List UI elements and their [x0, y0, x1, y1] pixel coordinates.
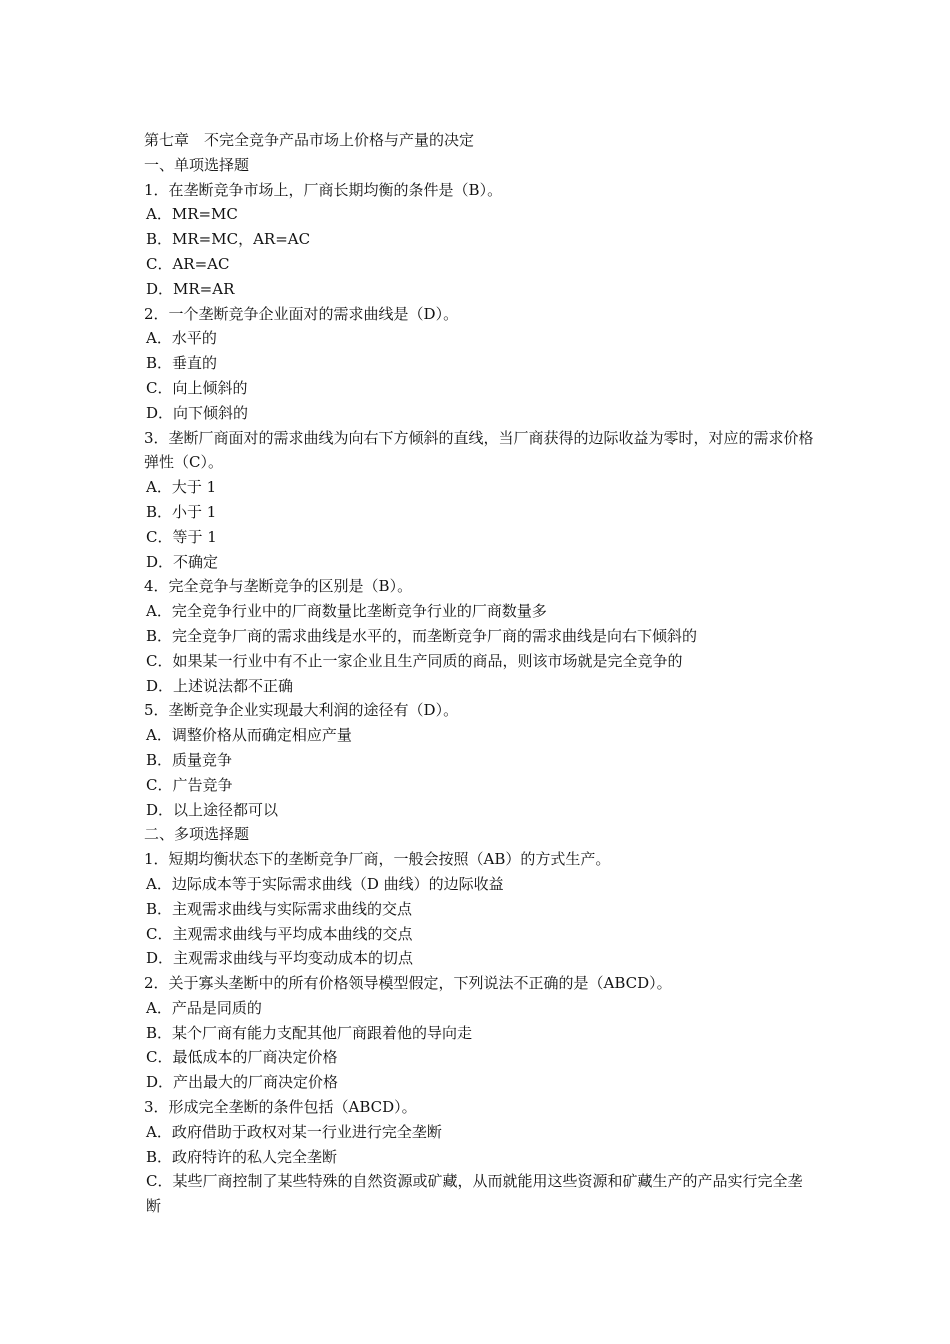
option-item: C．主观需求曲线与平均成本曲线的交点 — [146, 924, 413, 943]
option-item: B．小于 1 — [146, 502, 217, 521]
question-text: 3．垄断厂商面对的需求曲线为向右下方倾斜的直线，当厂商获得的边际收益为零时，对应的需求价格弹性（C）。 — [144, 428, 814, 472]
option-item: C．AR=AC — [146, 254, 230, 273]
option-item: D．MR=AR — [146, 279, 235, 298]
question-text: 3．形成完全垄断的条件包括（ABCD）。 — [144, 1098, 417, 1117]
option-item: C．如果某一行业中有不止一家企业且生产同质的商品，则该市场就是完全竞争的 — [146, 651, 683, 670]
option-item: B．某个厂商有能力支配其他厂商跟着他的导向走 — [146, 1023, 473, 1042]
option-item: A．大于 1 — [146, 478, 217, 497]
section-heading: 一、单项选择题 — [144, 155, 250, 174]
option-item: A．完全竞争行业中的厂商数量比垄断竞争行业的厂商数量多 — [146, 602, 547, 621]
option-item: C．广告竞争 — [146, 775, 233, 794]
option-item: A．MR=MC — [146, 205, 238, 224]
option-item: D．向下倾斜的 — [146, 403, 249, 422]
option-item: B．完全竞争厂商的需求曲线是水平的，而垄断竞争厂商的需求曲线是向右下倾斜的 — [146, 626, 698, 645]
option-item: C．向上倾斜的 — [146, 378, 248, 397]
option-item: D．产出最大的厂商决定价格 — [146, 1073, 339, 1092]
option-item: B．质量竞争 — [146, 750, 233, 769]
question-text: 1．在垄断竞争市场上，厂商长期均衡的条件是（B）。 — [144, 180, 503, 199]
option-item: B．垂直的 — [146, 354, 218, 373]
option-item: B．MR=MC，AR=AC — [146, 230, 311, 249]
question-text: 4．完全竞争与垄断竞争的区别是（B）。 — [144, 577, 413, 596]
option-item: D．主观需求曲线与平均变动成本的切点 — [146, 949, 414, 968]
option-item: A．边际成本等于实际需求曲线（D 曲线）的边际收益 — [146, 874, 504, 893]
section-heading: 二、多项选择题 — [144, 825, 250, 844]
option-item: A．政府借助于政权对某一行业进行完全垄断 — [146, 1122, 442, 1141]
document-body — [144, 128, 814, 1219]
option-item: D．上述说法都不正确 — [146, 676, 294, 695]
option-item: A．水平的 — [146, 329, 217, 348]
question-text: 2．一个垄断竞争企业面对的需求曲线是（D）。 — [144, 304, 459, 323]
option-item: C．等于 1 — [146, 527, 217, 546]
question-text: 5．垄断竞争企业实现最大利润的途径有（D）。 — [144, 701, 459, 720]
question-text: 1．短期均衡状态下的垄断竞争厂商，一般会按照（AB）的方式生产。 — [144, 850, 611, 869]
question-text: 2．关于寡头垄断中的所有价格领导模型假定，下列说法不正确的是（ABCD）。 — [144, 974, 672, 993]
option-item: D．不确定 — [146, 552, 219, 571]
chapter-title: 第七章 不完全竞争产品市场上价格与产量的决定 — [144, 131, 475, 149]
option-item: A．产品是同质的 — [146, 998, 262, 1017]
option-item: A．调整价格从而确定相应产量 — [146, 726, 352, 745]
option-item: B．主观需求曲线与实际需求曲线的交点 — [146, 899, 413, 918]
option-item: C．某些厂商控制了某些特殊的自然资源或矿藏，从而就能用这些资源和矿藏生产的产品实行完全垄断 — [146, 1172, 803, 1216]
option-item: D．以上途径都可以 — [146, 800, 279, 819]
option-item: B．政府特许的私人完全垄断 — [146, 1147, 338, 1166]
option-item: C．最低成本的厂商决定价格 — [146, 1048, 338, 1067]
